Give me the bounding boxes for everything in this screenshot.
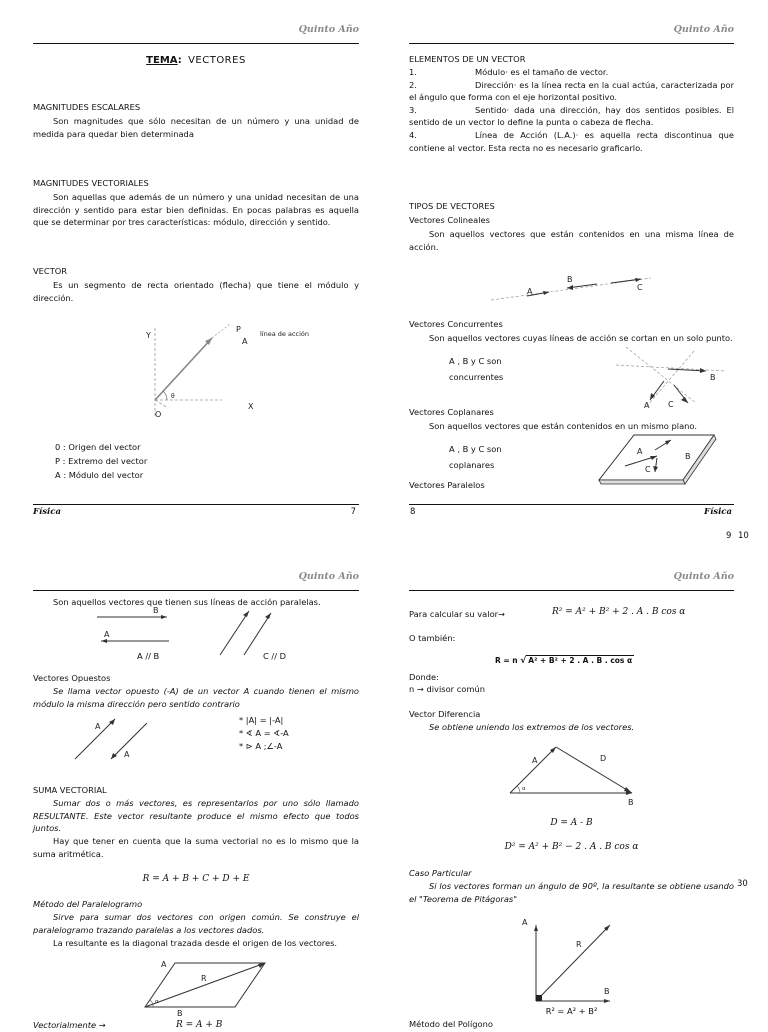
linea-accion-label: línea de acción	[260, 330, 310, 338]
origin-label: O	[155, 410, 162, 419]
o-tambien-label: O también:	[409, 633, 456, 643]
suma-formula: R = A + B + C + D + E	[142, 874, 250, 884]
pitagoras-figure	[514, 915, 624, 1005]
elementos-list	[409, 66, 734, 154]
vectorialmente-label: Vectorialmente →	[33, 1020, 106, 1030]
axis-x-label: X	[248, 402, 254, 411]
paralelogramo-a-label: A	[161, 960, 167, 969]
footer-subject: Física	[33, 507, 61, 517]
elemento-item: 2. Dirección· es la línea recta en la cual actúa, caracterizada por el ángulo que forma con el eje horizontal positivo.	[409, 79, 734, 103]
caso-heading: Caso Particular	[409, 868, 472, 878]
par-ab-label: A // B	[137, 651, 160, 661]
coplanar-c-label: C	[645, 465, 651, 474]
coplanar-a-label: A	[637, 447, 643, 456]
sheet-number-right: 10	[738, 531, 749, 541]
header-rule	[409, 590, 734, 591]
diferencia-figure	[504, 737, 654, 807]
sheet-number-left: 9	[726, 531, 732, 541]
concurrente-b-label: B	[710, 373, 716, 382]
vector-figure	[138, 320, 338, 430]
par-cd-label: C // D	[263, 651, 287, 661]
diferencia-text: Se obtiene uniendo los extremos de los vectores.	[429, 722, 635, 732]
coplanares-text: Son aquellos vectores que están contenidos en un mismo plano.	[429, 421, 697, 431]
sqrt-formula: R = n √ A² + B² + 2 . A . B . cos α	[495, 656, 633, 666]
tema-label: TEMA	[146, 55, 178, 66]
paralelo-b-label: B	[153, 606, 159, 615]
diferencia-b-label: B	[628, 798, 634, 807]
escalares-text: Son magnitudes que sólo necesitan de un número y una unidad de medida para quedar bien determinada	[33, 116, 359, 139]
colineales-text: Son aquellos vectores que están contenidos en una misma línea de acción.	[409, 229, 734, 252]
paralelogramo-b-label: B	[177, 1009, 183, 1018]
vector-text: Es un segmento de recta orientado (flecha) que tiene el módulo y dirección.	[33, 280, 359, 303]
pitagoras-b-label: B	[604, 987, 610, 996]
running-header: Quinto Año	[298, 571, 359, 582]
vectorial-formula: R = A + B	[176, 1020, 223, 1030]
paralelo-a-label: A	[104, 630, 110, 639]
pitagoras-a-label: A	[522, 918, 528, 927]
diferencia-d-label: D	[600, 754, 607, 763]
header-rule	[409, 43, 734, 44]
caso-text: Si los vectores forman un ángulo de 90º, la resultante se obtiene usando el "Teorema de Pitágoras"	[409, 881, 734, 904]
diferencia-a-label: A	[532, 756, 538, 765]
footer-rule	[33, 504, 359, 505]
elemento-item: 4. Línea de Acción (L.A.)· es aquella recta discontinua que contiene al vector. Esta recta no es necesario graficarlo.	[409, 129, 734, 153]
page-number: 7	[350, 507, 356, 517]
opuestos-figure	[73, 715, 183, 763]
running-header: Quinto Año	[673, 571, 734, 582]
opuestos-prop-1: * |A| = |-A|	[239, 715, 284, 725]
coplanares-note-line2: coplanares	[449, 460, 495, 470]
diferencia-heading: Vector Diferencia	[409, 709, 481, 719]
theta-label: θ	[171, 393, 175, 400]
suma-text-2: Hay que tener en cuenta que la suma vectorial no es lo mismo que la suma aritmética.	[33, 836, 359, 859]
axis-y-label: Y	[146, 331, 151, 340]
calcular-label: Para calcular su valor→	[409, 609, 506, 619]
suma-heading: SUMA VECTORIAL	[33, 785, 107, 795]
footer-subject: Física	[704, 507, 732, 517]
paralelogramo-text-2: La resultante es la diagonal trazada desde el origen de los vectores.	[53, 938, 338, 948]
paralelos-heading: Vectores Paralelos	[409, 480, 485, 490]
vectoriales-text: Son aquellas que además de un número y una unidad necesitan de una dirección y sentido para estar bien definidas. En pocas palabras es aquella que se determinar por tres características: módulo, dirección y sentido.	[33, 192, 359, 228]
coplanares-heading: Vectores Coplanares	[409, 407, 494, 417]
point-p-label: P	[236, 325, 241, 334]
page-7	[33, 20, 359, 520]
vectoriales-heading: MAGNITUDES VECTORIALES	[33, 178, 149, 188]
page-8	[409, 20, 734, 520]
legend-origin: 0 : Origen del vector	[55, 442, 141, 452]
opuesto-minus-a-label: A	[124, 750, 130, 759]
elemento-item: 3. Sentido· dada una dirección, hay dos sentidos posibles. El sentido de un vector lo define la punta o cabeza de flecha.	[409, 104, 734, 128]
concurrentes-note-line1: A , B y C son	[449, 356, 502, 366]
coplanares-note-line1: A , B y C son	[449, 444, 502, 454]
running-header: Quinto Año	[298, 24, 359, 35]
paralelogramo-r-label: R	[201, 974, 207, 983]
colineales-heading: Vectores Colineales	[409, 215, 490, 225]
concurrentes-text: Son aquellos vectores cuyas líneas de acción se cortan en un solo punto.	[429, 333, 733, 343]
opuestos-text: Se llama vector opuesto (-A) de un vector A cuando tienen el mismo módulo la misma dirección pero sentido contrario	[33, 686, 359, 709]
poligono-heading: Método del Polígono	[409, 1019, 493, 1029]
opuestos-prop-2: * ∢ A = ∢-A	[239, 728, 289, 738]
colineales-figure	[491, 270, 671, 310]
page-number: 8	[410, 507, 416, 517]
paralelogramo-alpha-label: α	[155, 999, 159, 1005]
vector-heading: VECTOR	[33, 266, 68, 276]
running-header: Quinto Año	[673, 24, 734, 35]
coplanar-b-label: B	[685, 452, 691, 461]
paralelos-figure	[93, 605, 343, 663]
tema-title: VECTORES	[188, 55, 246, 66]
page-10	[409, 567, 734, 1029]
donde-n-label: n → divisor común	[409, 684, 485, 694]
colineal-a-label: A	[527, 287, 533, 296]
calcular-formula: R² = A² + B² + 2 . A . B cos α	[552, 607, 686, 617]
paralelogramo-heading: Método del Paralelogramo	[33, 899, 143, 909]
pitagoras-formula: R² = A² + B²	[545, 1006, 598, 1016]
diferencia-formula-2: D² = A² + B² − 2 . A . B cos α	[504, 842, 639, 852]
header-rule	[33, 43, 359, 44]
topic-title	[33, 55, 359, 68]
concurrente-c-label: C	[668, 400, 674, 409]
colineal-c-label: C	[637, 283, 643, 292]
concurrentes-heading: Vectores Concurrentes	[409, 319, 503, 329]
tema-colon: :	[177, 55, 182, 66]
elementos-heading: ELEMENTOS DE UN VECTOR	[409, 54, 526, 64]
opuesto-a-label: A	[95, 722, 101, 731]
tipos-heading: TIPOS DE VECTORES	[409, 201, 495, 211]
colineal-b-label: B	[567, 275, 573, 284]
side-page-number: 30	[737, 879, 748, 889]
diferencia-formula: D = A - B	[550, 818, 593, 828]
page-9	[33, 567, 359, 1030]
suma-text-1: Sumar dos o más vectores, es representarlos por uno sólo llamado RESULTANTE. Este vector resultante produce el mismo efecto que todos juntos.	[33, 798, 359, 834]
donde-label: Donde:	[409, 672, 439, 682]
escalares-heading: MAGNITUDES ESCALARES	[33, 102, 141, 112]
elemento-item: 1. Módulo· es el tamaño de vector.	[409, 67, 609, 77]
concurrentes-note-line2: concurrentes	[449, 372, 504, 382]
paralelos-text: Son aquellos vectores que tienen sus líneas de acción paralelas.	[53, 597, 321, 607]
paralelogramo-text-1: Sirve para sumar dos vectores con origen común. Se construye el paralelogramo trazando paralelas a los vectores dados.	[33, 912, 359, 935]
legend-extremo: P : Extremo del vector	[55, 456, 148, 466]
legend-modulo: A : Módulo del vector	[55, 470, 144, 480]
paralelogramo-figure	[137, 957, 277, 1017]
footer-rule	[409, 504, 734, 505]
opuestos-prop-3: * ⊳ A ;∠-A	[239, 741, 283, 751]
header-rule	[33, 590, 359, 591]
pitagoras-r-label: R	[576, 940, 582, 949]
opuestos-heading: Vectores Opuestos	[33, 673, 111, 683]
concurrente-a-label: A	[644, 401, 650, 410]
vector-a-label: A	[242, 337, 248, 346]
diferencia-alpha-label: α	[522, 786, 526, 792]
